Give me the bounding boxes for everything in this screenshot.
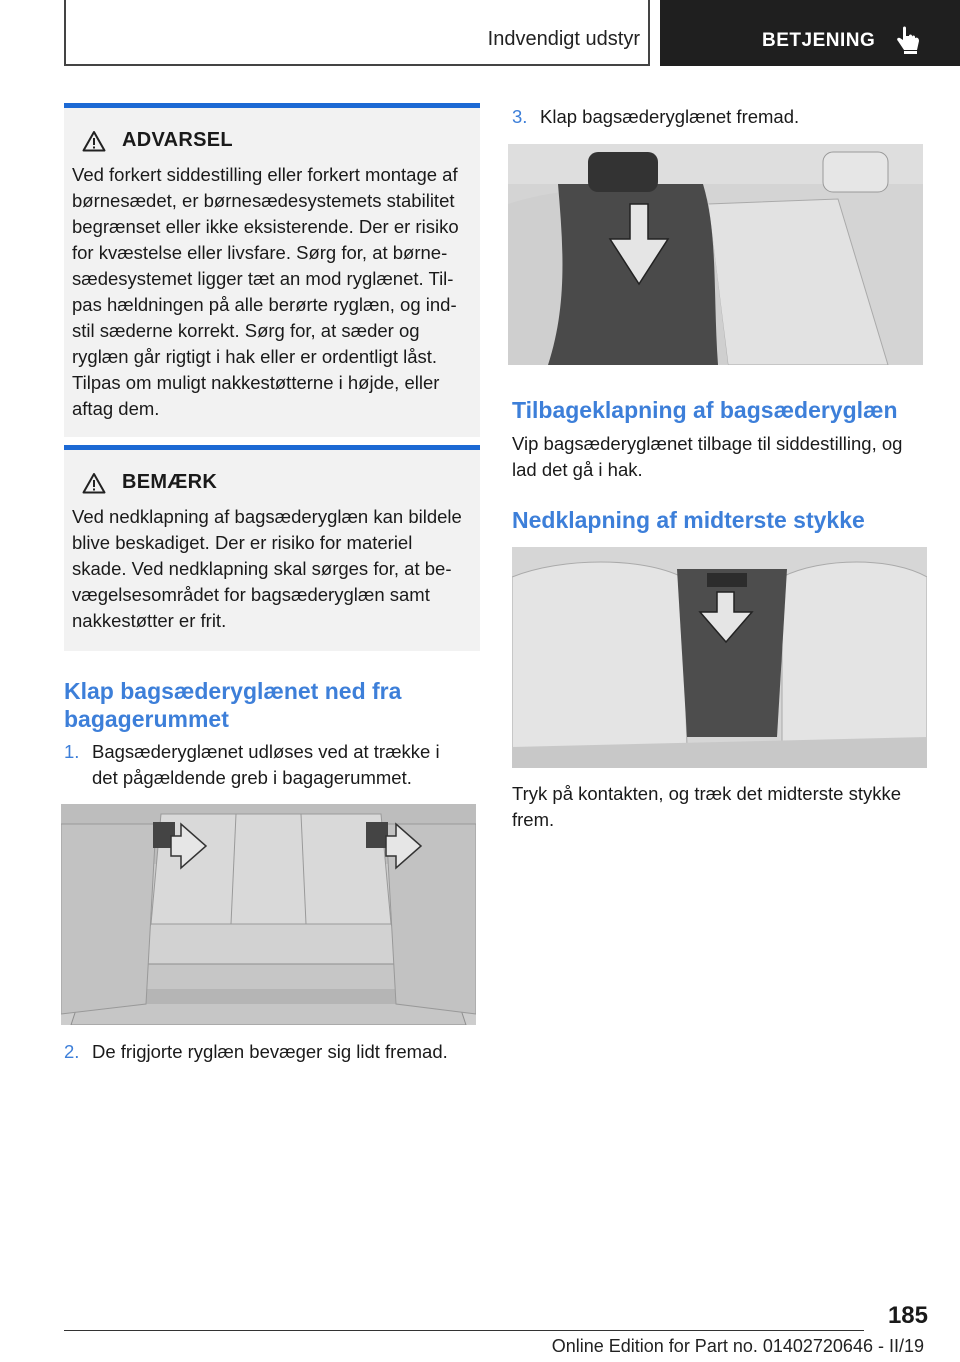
warning-box	[64, 103, 480, 437]
note-title: BEMÆRK	[122, 471, 218, 493]
step-number: 2.	[64, 1041, 80, 1062]
warning-title: ADVARSEL	[122, 129, 233, 151]
warning-body: Ved forkert siddestilling eller forkert montage af børnesædet, er børnesædesystemets stabilitet begrænset eller ikke eksisterende. Der er risiko for kvæstelse eller livsfare. Sørg for, at børne‐ sædesystemet ligger tæt an mod ryglænet. Til‐ pas hældningen på alle berørte ryglæn, og ind‐ stil sæderne korrekt. Sørg for, at sæder og ryglæn går rigtigt i hak eller er ordentligt låst. Tilpas om muligt nakkestøtterne i højde, eller aftag dem.	[72, 164, 459, 419]
page-number: 185	[887, 1302, 928, 1329]
trunk-drawing	[61, 804, 476, 1025]
header-rule-bottom	[64, 64, 650, 66]
footer-edition: Online Edition for Part no. 01402720646 - II/19	[551, 1336, 924, 1356]
step-number: 3.	[512, 106, 528, 127]
step-1: 1. Bagsæderyglænet udløses ved at trække i det pågældende greb i bagagerummet.	[64, 739, 480, 791]
hand-pointer-icon	[895, 26, 921, 54]
note-accent-bar	[64, 445, 480, 450]
header-rule-left	[64, 0, 66, 66]
note-box	[64, 445, 480, 651]
warning-triangle-icon	[82, 472, 106, 494]
header-rule-mid	[648, 0, 650, 66]
step-number: 1.	[64, 741, 80, 762]
step-2: 2. De frigjorte ryglæn bevæger sig lidt fremad.	[64, 1039, 480, 1065]
header-chapter-title: BETJENING	[762, 30, 876, 51]
step-3: 3. Klap bagsæderyglænet fremad.	[512, 104, 928, 130]
trunk-illustration	[61, 804, 476, 1025]
note-body: Ved nedklapning af bagsæderyglæn kan bildele blive beskadiget. Der er risiko for materiel skade. Ved nedklapning skal sørges for, at be‐ vægelsesområdet for bagsæderyglæn samt nakkestøtter er frit.	[72, 506, 462, 631]
warning-triangle-icon	[82, 130, 106, 152]
section-heading-trunk-release: Klap bagsæderyglænet ned fra bagagerummet	[64, 678, 402, 732]
section-heading-middle-section: Nedklapning af midterste stykke	[512, 507, 865, 533]
fold-back-paragraph: Vip bagsæderyglænet tilbage til siddestilling, og lad det gå i hak.	[512, 433, 903, 480]
warning-accent-bar	[64, 103, 480, 108]
header-section-title: Indvendigt udstyr	[487, 28, 640, 50]
seatback-drawing	[508, 144, 923, 365]
footer-rule	[64, 1330, 864, 1331]
middle-section-drawing	[512, 547, 927, 768]
section-heading-fold-back: Tilbageklapning af bagsæderyglæn	[512, 397, 898, 423]
middle-section-paragraph: Tryk på kontakten, og træk det midterste stykke frem.	[512, 783, 901, 830]
seatback-fold-illustration	[508, 144, 923, 365]
middle-section-illustration	[512, 547, 927, 768]
